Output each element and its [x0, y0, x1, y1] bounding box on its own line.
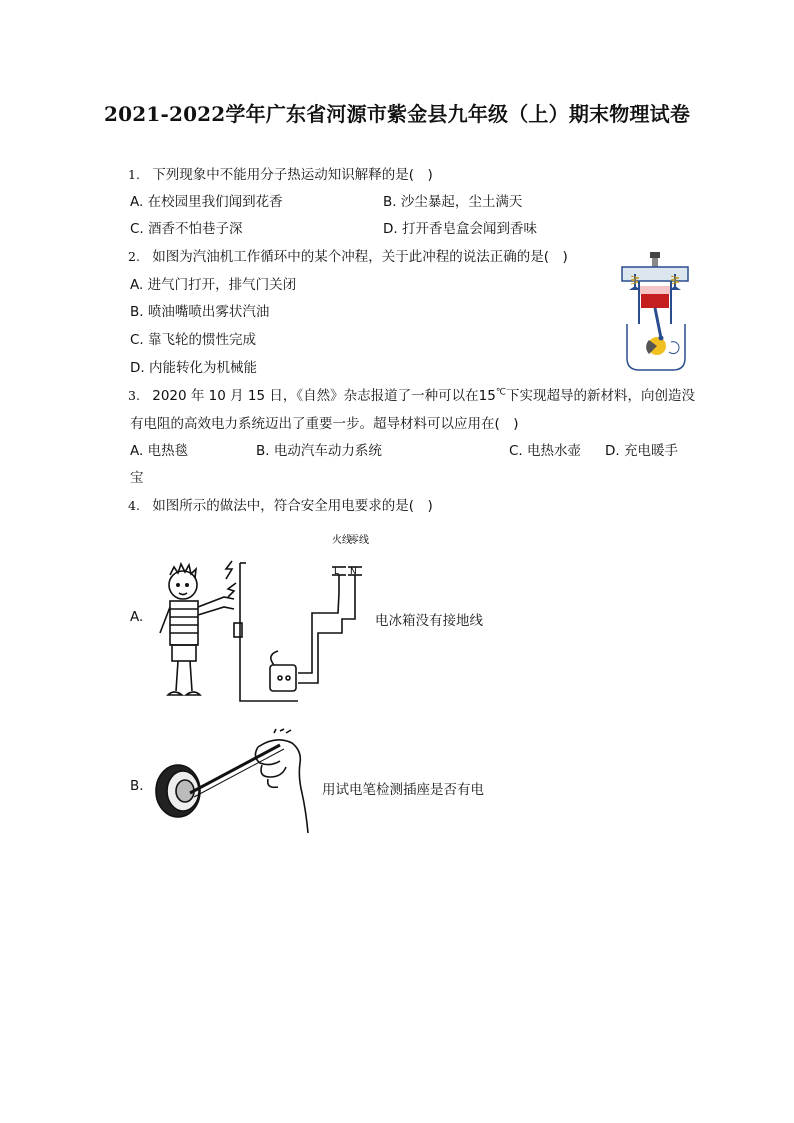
page-title: 2021-2022学年广东省河源市紫金县九年级（上）期末物理试卷 [103, 102, 691, 126]
question-2-stem [128, 245, 568, 265]
engine-stroke-figure [613, 250, 697, 372]
question-4-stem [128, 494, 433, 514]
question-3-stem [128, 384, 695, 404]
q4-option-b-text: 用试电笔检测插座是否有电 [322, 782, 484, 798]
q2-option-d: D. 内能转化为机械能 [130, 360, 257, 376]
question-text: 下列现象中不能用分子热运动知识解释的是( ) [152, 167, 433, 183]
wire-label-n: N [350, 567, 357, 577]
q3-option-d-wrap: 宝 [130, 470, 144, 486]
q2-option-a: A. 进气门打开，排气门关闭 [130, 277, 297, 293]
q1-option-d: D. 打开香皂盒会闻到香味 [383, 221, 537, 237]
q4-option-b-letter: B. [130, 778, 144, 794]
q3-option-a: A. 电热毯 [130, 443, 189, 459]
wire-label-l: L [334, 567, 340, 577]
q3-option-b: B. 电动汽车动力系统 [256, 443, 382, 459]
question-text: 如图为汽油机工作循环中的某个冲程，关于此冲程的说法正确的是( ) [152, 249, 568, 265]
q4-option-a-text: 电冰箱没有接地线 [375, 613, 483, 629]
test-pen-socket-figure [150, 727, 320, 845]
q1-option-a: A. 在校园里我们闻到花香 [130, 194, 283, 210]
question-number: 2. [128, 249, 140, 264]
q3-option-d: D. 充电暖手 [605, 443, 678, 459]
question-1-stem [128, 163, 433, 183]
question-number: 3. [128, 388, 140, 403]
question-text: 2020 年 10 月 15 日，《自然》杂志报道了一种可以在15℃下实现超导的新材料，向创造没 [152, 387, 695, 404]
question-3-stem-line2: 有电阻的高效电力系统迈出了重要一步。超导材料可以应用在( ) [130, 416, 519, 432]
question-number: 4. [128, 498, 140, 513]
question-text: 如图所示的做法中，符合安全用电要求的是( ) [152, 498, 433, 514]
wire-label-neutral: 零线 [349, 535, 369, 546]
refrigerator-no-ground-figure [150, 523, 375, 713]
q1-option-b: B. 沙尘暴起，尘土满天 [383, 194, 523, 210]
question-number: 1. [128, 167, 140, 182]
q1-option-c: C. 酒香不怕巷子深 [130, 221, 243, 237]
q3-option-c: C. 电热水壶 [509, 443, 582, 459]
wire-label-live: 火线 [332, 535, 352, 546]
q4-option-a-letter: A. [130, 609, 144, 625]
q2-option-c: C. 靠飞轮的惯性完成 [130, 332, 257, 348]
q2-option-b: B. 喷油嘴喷出雾状汽油 [130, 304, 270, 320]
